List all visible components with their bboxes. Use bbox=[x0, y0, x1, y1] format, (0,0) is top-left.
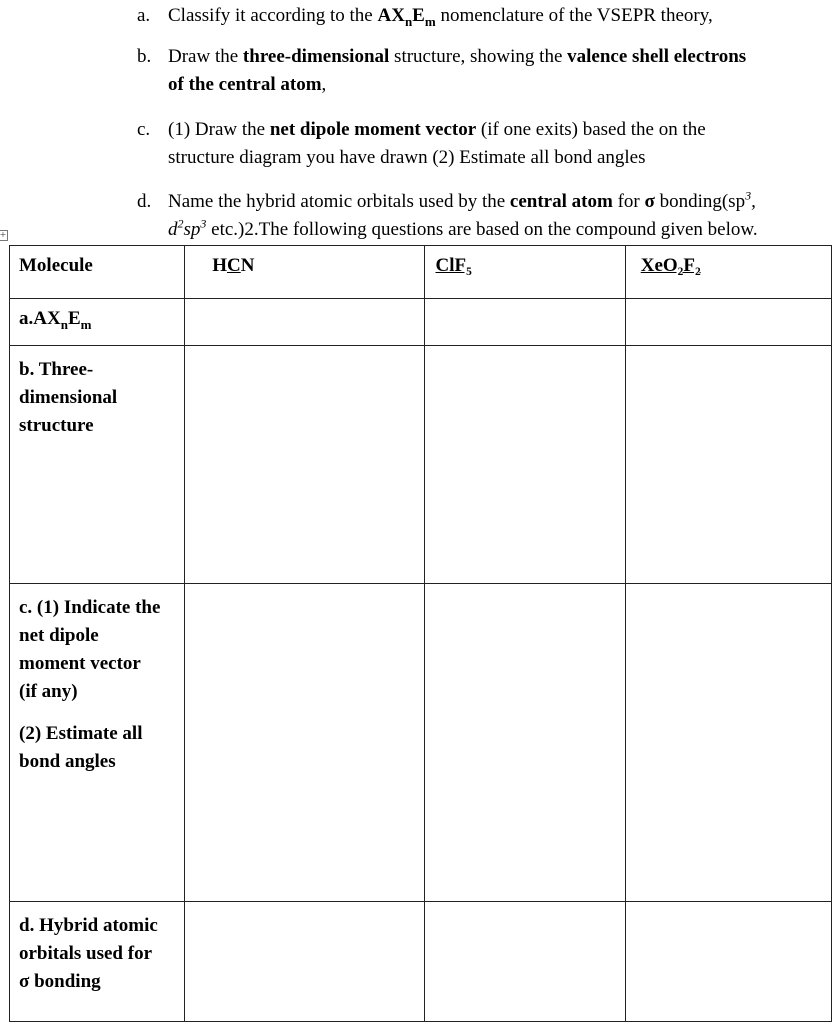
item-text bbox=[168, 2, 828, 36]
table-row-d bbox=[10, 902, 832, 1022]
table-header-row bbox=[10, 246, 832, 299]
compound-clf5: ClF₅ bbox=[435, 255, 472, 276]
table-row-a bbox=[10, 299, 832, 346]
question-item-b bbox=[137, 43, 827, 101]
question-item-d bbox=[137, 188, 827, 246]
table-move-handle[interactable]: + bbox=[0, 230, 7, 239]
compound-xeo2f2: XeO₂F₂ bbox=[640, 255, 701, 276]
item-text bbox=[168, 43, 828, 99]
item-line: $d^2sp^3$ etc.)2.The following questions are based on the compound given below. bbox=[168, 216, 758, 240]
answer-cell[interactable] bbox=[185, 902, 425, 1022]
table-row-c bbox=[10, 584, 832, 902]
row-label-structure: b. Three- dimensional structure bbox=[19, 359, 118, 436]
item-letter: a. bbox=[137, 5, 151, 26]
header-cell-xeo2f2 bbox=[625, 246, 831, 299]
item-letter: b. bbox=[137, 46, 152, 67]
item-line: Classify it according to the $AX_nE_m$ nomenclature of the VSEPR theory, bbox=[168, 5, 713, 29]
answer-cell[interactable] bbox=[185, 299, 425, 346]
header-cell-clf5 bbox=[425, 246, 625, 299]
compound-hcn: HCN bbox=[212, 255, 255, 276]
row-label-dipole-angles: c. (1) Indicate the net dipole moment vector (if any) (2) Estimate all bond angles bbox=[19, 597, 161, 772]
answer-cell[interactable] bbox=[625, 346, 831, 584]
question-item-c bbox=[137, 116, 827, 174]
answer-cell[interactable] bbox=[625, 902, 831, 1022]
row-label-axnem: $a.AX_nE_m$ bbox=[19, 308, 92, 332]
item-text bbox=[168, 116, 828, 172]
answer-cell[interactable] bbox=[425, 584, 625, 902]
row-label-cell bbox=[10, 346, 185, 584]
header-molecule-label: Molecule bbox=[19, 255, 93, 276]
item-line: Name the hybrid atomic orbitals used by the central atom for σ $bonding(sp^3$, bbox=[168, 188, 756, 212]
row-label-cell bbox=[10, 902, 185, 1022]
item-text bbox=[168, 188, 828, 244]
item-line: Draw the three-dimensional structure, showing the valence shell electrons bbox=[168, 46, 747, 67]
molecule-table bbox=[9, 245, 832, 1022]
answer-cell[interactable] bbox=[425, 299, 625, 346]
question-item-a bbox=[137, 2, 827, 32]
header-cell-hcn bbox=[185, 246, 425, 299]
item-line: structure diagram you have drawn (2) Estimate all bond angles bbox=[168, 147, 646, 168]
item-line: of the central atom, bbox=[168, 74, 327, 95]
answer-cell[interactable] bbox=[425, 902, 625, 1022]
table-row-b bbox=[10, 346, 832, 584]
answer-cell[interactable] bbox=[185, 346, 425, 584]
header-cell-molecule bbox=[10, 246, 185, 299]
item-letter: d. bbox=[137, 191, 152, 212]
row-label-cell bbox=[10, 299, 185, 346]
answer-cell[interactable] bbox=[625, 584, 831, 902]
answer-cell[interactable] bbox=[185, 584, 425, 902]
answer-cell[interactable] bbox=[425, 346, 625, 584]
answer-cell[interactable] bbox=[625, 299, 831, 346]
row-label-cell bbox=[10, 584, 185, 902]
item-letter: c. bbox=[137, 119, 151, 140]
row-label-hybrid: d. Hybrid atomic orbitals used for σ bonding bbox=[19, 915, 158, 992]
item-line: (1) Draw the net dipole moment vector (if one exits) based the on the bbox=[168, 119, 706, 140]
